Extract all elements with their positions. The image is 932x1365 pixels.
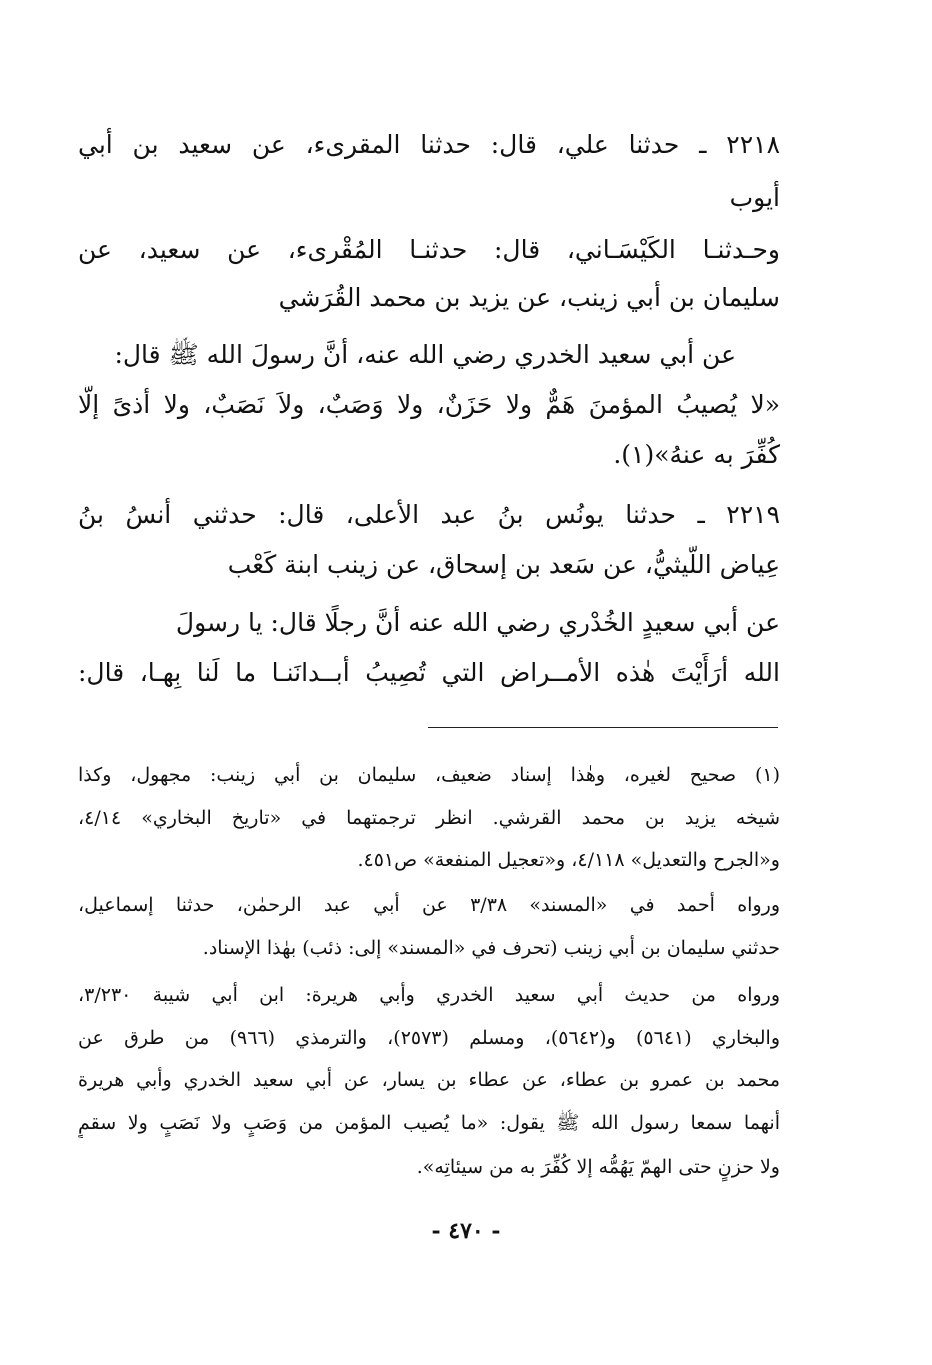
hadith-2218-line-5: عن أبي سعيد الخدري رضي الله عنه، أنَّ رسولَ الله ﷺ قال:	[114, 340, 736, 369]
hadith-2218-line-7: كُفِّرَ به عنهُ»(١).	[613, 440, 780, 469]
hadith-2218-line-6: «لا يُصيبُ المؤمنَ هَمٌّ ولا حَزَنٌ، ولا وَصَبٌ، ولاَ نَصَبٌ، ولا أذىً إلَّا	[78, 390, 780, 419]
footnote-line-1: (١) صحيح لغيره، وهٰذا إسناد ضعيف، سليمان بن أبي زينب: مجهول، وكذا	[78, 764, 780, 786]
footnote-line-4: ورواه أحمد في «المسند» ٣/٣٨ عن أبي عبد الرحمٰن، حدثنا إسماعيل،	[78, 894, 780, 916]
footnote-line-10: ولا حزنٍ حتى الهمّ يَهُمُّه إلا كُفِّرَ به من سيئاتِه».	[416, 1156, 780, 1178]
footnote-line-5: حدثني سليمان بن أبي زينب (تحرف في «المسند» إلى: ذئب) بهٰذا الإسناد.	[202, 937, 780, 959]
footnote-line-2: شيخه يزيد بن محمد القرشي. انظر ترجمتهما في «تاريخ البخاري» ٤/١٤،	[78, 807, 780, 829]
footnote-line-7: والبخاري (٥٦٤١) و(٥٦٤٢)، ومسلم (٢٥٧٣)، والترمذي (٩٦٦) من طرق عن	[78, 1027, 780, 1049]
hadith-2218-line-4: سليمان بن أبي زينب، عن يزيد بن محمد القُرَشي	[278, 283, 780, 312]
footnote-separator	[428, 727, 778, 728]
footnote-line-6: ورواه من حديث أبي سعيد الخدري وأبي هريرة: ابن أبي شيبة ٣/٢٣٠،	[78, 984, 780, 1006]
hadith-2218-line-2: أيوب	[729, 183, 780, 212]
hadith-2218-line-3: وحـدثنـا الكَيْسَـاني، قال: حدثنـا المُقْرىء، عن سعيد، عن	[78, 235, 780, 264]
page-number: - ٤٧٠ -	[431, 1218, 501, 1244]
hadith-2218-line-1: ٢٢١٨ ـ حدثنا علي، قال: حدثنا المقرىء، عن سعيد بن أبي	[78, 130, 780, 159]
footnote-line-8: محمد بن عمرو بن عطاء، عن عطاء بن يسار، عن أبي سعيد الخدري وأبي هريرة	[78, 1069, 780, 1091]
footnote-line-9: أنهما سمعا رسول الله ﷺ يقول: «ما يُصيب المؤمن من وَصَبٍ ولا نَصَبٍ ولا سقمٍ	[78, 1112, 780, 1134]
hadith-2219-line-2: عِياض اللَّيثيُّ، عن سَعد بن إسحاق، عن زينب ابنة كَعْب	[227, 550, 780, 579]
hadith-2219-line-1: ٢٢١٩ ـ حدثنا يونُس بنُ عبد الأعلى، قال: حدثني أنسُ بنُ	[78, 500, 780, 529]
hadith-2219-line-4: الله أرَأَيْتَ هٰذه الأمــراض التي تُصِيبُ أبــدانَنـا ما لَنا بِهـا، قال:	[78, 658, 780, 687]
hadith-2219-line-3: عن أبي سعيدٍ الخُدْري رضي الله عنه أنَّ رجلًا قال: يا رسولَ	[175, 608, 780, 637]
footnote-line-3: و«الجرح والتعديل» ٤/١١٨، و«تعجيل المنفعة» ص٤٥١.	[357, 849, 780, 871]
